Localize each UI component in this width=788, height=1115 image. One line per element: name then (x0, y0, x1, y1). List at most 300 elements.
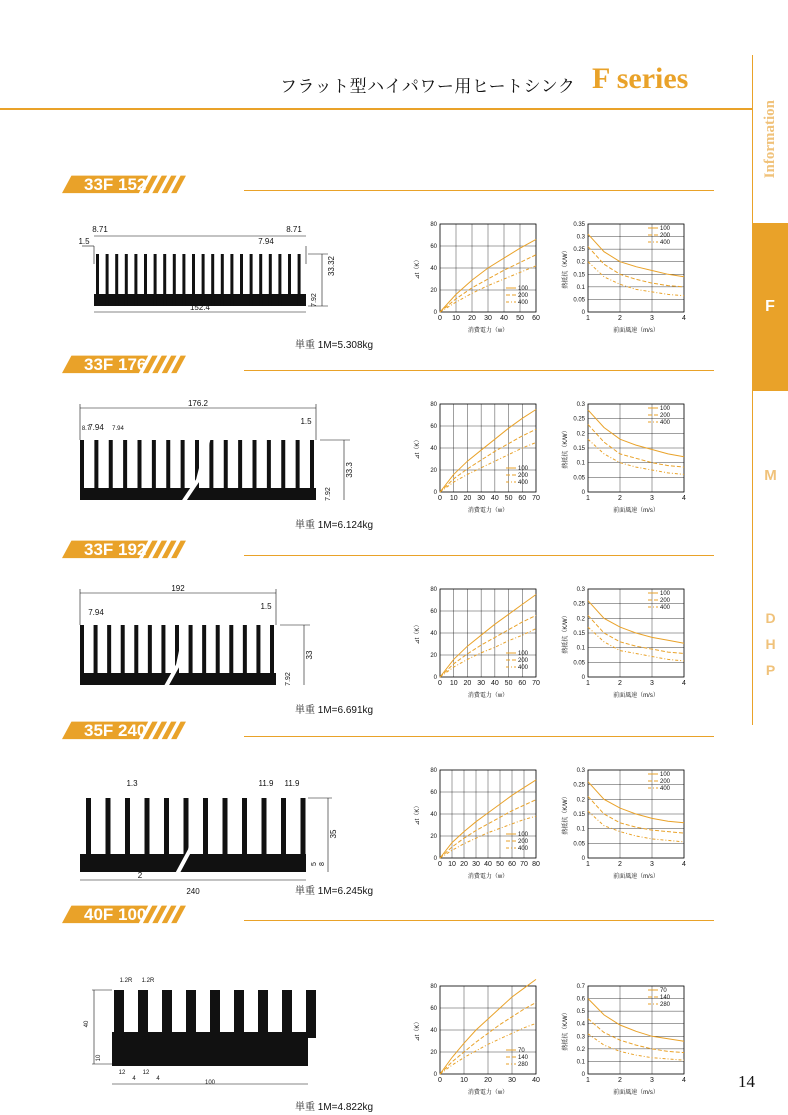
legend-label: 200 (518, 839, 529, 845)
unit-weight: 単重 1M=6.691kg (295, 705, 374, 716)
performance-chart (560, 216, 690, 336)
x-tick-label: 3 (650, 680, 654, 687)
dim-width: 152.4 (189, 303, 211, 312)
y-tick-label: 0 (581, 856, 585, 862)
x-tick-label: 40 (500, 315, 508, 322)
profile-part (269, 254, 272, 306)
series-line-280 (588, 1034, 684, 1060)
dim-pitch: 7.94 (88, 423, 104, 432)
legend-label: 140 (660, 995, 671, 1001)
x-tick-label: 1 (586, 495, 590, 502)
y-tick-label: 20 (430, 288, 437, 294)
y-tick-label: 0.2 (576, 259, 585, 266)
y-tick-label: 0.3 (576, 1034, 585, 1041)
y-tick-label: 0.3 (576, 402, 585, 408)
dim-height: 33.32 (327, 255, 336, 277)
performance-chart (560, 762, 690, 882)
profile-part (270, 625, 274, 675)
x-tick-label: 0 (438, 680, 442, 687)
header-divider (0, 108, 752, 110)
profile-part (152, 440, 156, 490)
dim-fin: 1.5 (260, 602, 272, 611)
product-section (0, 902, 752, 1113)
series-line-200 (588, 425, 684, 468)
dim-fin: 1.3 (126, 779, 138, 788)
y-tick-label: 80 (430, 402, 437, 408)
series-line-400 (588, 439, 684, 474)
y-tick-label: 80 (430, 768, 437, 774)
x-tick-label: 0 (438, 1077, 442, 1084)
page-title-jp: フラット型ハイパワー用ヒートシンク (280, 77, 576, 96)
x-tick-label: 4 (682, 1077, 686, 1084)
dim-pitch-2: 11.9 (284, 779, 300, 788)
x-tick-label: 70 (520, 861, 528, 868)
profile-part (278, 254, 281, 306)
y-tick-label: 0.15 (573, 446, 585, 452)
y-tick-label: 0.05 (573, 841, 585, 848)
profile-part (306, 990, 316, 1038)
x-tick-label: 40 (484, 861, 492, 868)
profile-part (162, 990, 172, 1038)
profile-part (94, 440, 98, 490)
y-tick-label: 0.3 (576, 234, 585, 241)
x-tick-label: 3 (650, 495, 654, 502)
unit-weight: 単重 1M=6.245kg (295, 886, 374, 897)
x-tick-label: 70 (532, 680, 540, 687)
dim-base: 7.92 (311, 293, 318, 307)
heatsink-profile (80, 625, 276, 685)
legend-label: 280 (518, 1062, 529, 1068)
x-axis-label: 消費電力（w） (467, 328, 509, 334)
y-tick-label: 0.7 (576, 984, 585, 990)
y-tick-label: 0 (581, 675, 585, 681)
y-axis-label: ⊿t（K） (415, 802, 421, 826)
tab-m-label: M (764, 466, 777, 484)
y-tick-label: 0.2 (576, 431, 585, 438)
unit-weight: 単重 1M=5.308kg (295, 340, 374, 351)
x-tick-label: 70 (532, 495, 540, 502)
profile-part (138, 440, 142, 490)
x-tick-label: 0 (438, 861, 442, 868)
page-number: 14 (738, 1072, 755, 1091)
profile-part (80, 625, 84, 675)
y-axis-label: 熱抵抗（K/W） (563, 793, 569, 835)
profile-part (106, 254, 109, 306)
profile-part (210, 990, 220, 1038)
dim-width: 240 (186, 887, 200, 896)
y-tick-label: 0.1 (576, 460, 585, 467)
performance-chart (412, 216, 542, 336)
y-tick-label: 0.2 (576, 1046, 585, 1053)
profile-part (164, 798, 169, 856)
performance-chart (412, 762, 542, 882)
dim-r4: 2R (142, 1036, 150, 1042)
y-tick-label: 40 (430, 631, 437, 637)
dim-edge-pitch: 8.7 (81, 426, 91, 432)
performance-chart (412, 396, 542, 516)
x-tick-label: 30 (477, 680, 486, 687)
dim-fin: 1.5 (78, 237, 90, 246)
legend-label: 70 (518, 1048, 525, 1054)
x-tick-label: 10 (449, 495, 458, 502)
y-tick-label: 20 (430, 834, 437, 840)
profile-part (281, 798, 286, 856)
x-tick-label: 4 (682, 680, 686, 687)
dim-gap: 2 (137, 871, 143, 880)
profile-part (114, 990, 124, 1038)
profile-part (106, 798, 111, 856)
legend-label: 100 (660, 226, 671, 232)
x-tick-label: 2 (618, 1077, 622, 1084)
legend-label: 400 (518, 480, 529, 486)
x-tick-label: 80 (532, 861, 540, 868)
y-tick-label: 0 (581, 490, 585, 496)
profile-part (80, 854, 306, 872)
profile-part (138, 990, 148, 1038)
x-axis-label: 前面風速（m/s） (613, 874, 659, 880)
y-axis-label: ⊿t（K） (415, 256, 421, 280)
y-tick-label: 0 (433, 1072, 437, 1078)
profile-part (166, 440, 170, 490)
x-tick-label: 10 (460, 1077, 468, 1084)
profile-part (121, 625, 125, 675)
x-tick-label: 30 (508, 1077, 516, 1084)
x-tick-label: 2 (618, 495, 622, 502)
performance-chart (560, 978, 690, 1098)
profile-part (80, 440, 84, 490)
profile-part (221, 254, 224, 306)
profile-part (181, 440, 185, 490)
legend-label: 200 (660, 233, 671, 239)
dim-r1: 1.2R (119, 978, 133, 984)
dim-edge-pitch: 8.71 (92, 225, 108, 234)
y-tick-label: 0.05 (573, 660, 585, 667)
profile-part (216, 625, 220, 675)
dim-r3: 2R (120, 1036, 128, 1042)
y-tick-label: 0.1 (576, 826, 585, 833)
dim-width: 192 (171, 584, 185, 593)
y-tick-label: 60 (430, 1006, 437, 1012)
tab-f[interactable] (752, 223, 788, 391)
y-tick-label: 0 (581, 1072, 585, 1078)
y-tick-label: 0.25 (573, 247, 585, 254)
x-tick-label: 50 (504, 680, 513, 687)
profile-part (282, 990, 292, 1038)
legend-label: 280 (660, 1002, 671, 1008)
profile-part (144, 254, 147, 306)
dim-p4: 4 (156, 1076, 160, 1082)
profile-part (134, 254, 137, 306)
x-tick-label: 2 (618, 315, 622, 322)
x-tick-label: 50 (496, 861, 504, 868)
x-tick-label: 20 (463, 495, 472, 502)
legend-label: 400 (660, 240, 671, 246)
dim-height: 40 (84, 1020, 90, 1028)
dim-height: 35 (329, 829, 338, 839)
x-tick-label: 20 (460, 861, 468, 868)
section-rule (244, 190, 714, 191)
x-tick-label: 4 (682, 861, 686, 868)
dim-base: 10 (96, 1054, 102, 1062)
section-rule (244, 555, 714, 556)
dim-p3: 12 (142, 1070, 150, 1076)
profile-part (242, 798, 247, 856)
performance-chart (412, 581, 542, 701)
profile-part (258, 990, 268, 1038)
y-axis-label: 熱抵抗（K/W） (563, 427, 569, 469)
x-axis-label: 消費電力（w） (467, 693, 509, 699)
y-tick-label: 20 (430, 653, 437, 659)
x-axis-label: 前面風速（m/s） (613, 328, 659, 334)
legend-label: 200 (518, 658, 529, 664)
y-axis-label: 熱抵抗（K/W） (563, 247, 569, 289)
y-tick-label: 0.15 (573, 631, 585, 637)
profile-part (240, 254, 243, 306)
profile-part (107, 625, 111, 675)
section-rule (244, 370, 714, 371)
x-tick-label: 1 (586, 680, 590, 687)
profile-drawing (72, 934, 362, 1089)
dim-edge-pitch-right: 8.71 (286, 225, 302, 234)
profile-part (203, 798, 208, 856)
heatsink-profile (112, 990, 316, 1066)
legend-label: 100 (518, 286, 529, 292)
legend-label: 140 (518, 1055, 529, 1061)
model-name: 35F 240 (84, 721, 147, 740)
x-tick-label: 40 (532, 1077, 540, 1084)
x-tick-label: 0 (438, 495, 442, 502)
y-tick-label: 0.25 (573, 782, 585, 789)
legend-label: 400 (518, 846, 529, 852)
legend-label: 400 (518, 300, 529, 306)
profile-part (154, 254, 157, 306)
series-line-200 (588, 796, 684, 833)
x-tick-label: 30 (484, 315, 492, 322)
dim-base-b: 8 (319, 862, 326, 866)
legend-label: 100 (660, 591, 671, 597)
profile-part (230, 254, 233, 306)
dim-height: 33.3 (345, 462, 354, 478)
profile-part (86, 798, 91, 856)
heatsink-profile (94, 254, 306, 306)
model-name: 33F 176 (84, 355, 147, 374)
legend-label: 400 (660, 786, 671, 792)
profile-part (243, 625, 247, 675)
profile-part (211, 254, 214, 306)
section-rule (244, 736, 714, 737)
page-title-en: F series (592, 62, 689, 95)
profile-part (123, 440, 127, 490)
legend-label: 100 (660, 406, 671, 412)
y-axis-label: 熱抵抗（K/W） (563, 1009, 569, 1051)
profile-part (134, 625, 138, 675)
profile-part (173, 254, 176, 306)
profile-part (94, 625, 98, 675)
dim-fin: 1.5 (300, 417, 312, 426)
y-tick-label: 0.1 (576, 1059, 585, 1066)
x-tick-label: 2 (618, 861, 622, 868)
dim-base: 7.92 (285, 672, 292, 686)
product-section (0, 537, 752, 717)
x-tick-label: 3 (650, 315, 654, 322)
y-tick-label: 0.35 (573, 222, 585, 228)
x-tick-label: 10 (449, 680, 458, 687)
y-tick-label: 0.05 (573, 475, 585, 482)
legend-label: 100 (660, 772, 671, 778)
y-tick-label: 0.5 (576, 1009, 585, 1016)
y-tick-label: 0 (433, 856, 437, 862)
profile-part (163, 254, 166, 306)
product-section (0, 718, 752, 898)
heatsink-profile (80, 440, 316, 500)
profile-part (256, 625, 260, 675)
profile-part (259, 254, 262, 306)
y-tick-label: 0.15 (573, 272, 585, 279)
profile-part (238, 440, 242, 490)
profile-part (253, 440, 257, 490)
x-tick-label: 60 (518, 495, 527, 502)
profile-part (202, 625, 206, 675)
dim-pitch-2: 7.94 (112, 426, 124, 432)
performance-chart (560, 396, 690, 516)
x-tick-label: 30 (472, 861, 480, 868)
model-name: 33F 152 (84, 175, 147, 194)
profile-part (125, 798, 130, 856)
tab-dhp[interactable] (752, 559, 788, 725)
x-tick-label: 50 (516, 315, 524, 322)
x-tick-label: 2 (618, 680, 622, 687)
x-axis-label: 消費電力（w） (467, 1090, 509, 1096)
dim-pitch: 7.94 (258, 237, 274, 246)
series-line-400 (588, 627, 684, 661)
x-tick-label: 0 (438, 315, 442, 322)
profile-part (115, 254, 118, 306)
x-tick-label: 30 (477, 495, 486, 502)
y-tick-label: 0.15 (573, 812, 585, 818)
product-section (0, 352, 752, 532)
y-tick-label: 0.25 (573, 601, 585, 608)
y-tick-label: 0.1 (576, 645, 585, 652)
x-tick-label: 3 (650, 861, 654, 868)
y-tick-label: 0.3 (576, 587, 585, 593)
x-tick-label: 20 (484, 1077, 492, 1084)
legend-label: 100 (518, 651, 529, 657)
profile-part (161, 625, 165, 675)
y-tick-label: 20 (430, 468, 437, 474)
x-tick-label: 50 (504, 495, 513, 502)
series-line-400 (588, 811, 684, 842)
y-axis-label: 熱抵抗（K/W） (563, 612, 569, 654)
profile-part (109, 440, 113, 490)
profile-part (310, 440, 314, 490)
x-tick-label: 10 (448, 861, 456, 868)
x-tick-label: 60 (518, 680, 527, 687)
profile-part (189, 625, 193, 675)
profile-part (281, 440, 285, 490)
y-tick-label: 0 (433, 490, 437, 496)
y-tick-label: 0.4 (576, 1021, 585, 1028)
tab-dhp-label: D H P (762, 609, 779, 675)
legend-label: 70 (660, 988, 667, 994)
unit-weight: 単重 1M=4.822kg (295, 1102, 374, 1113)
legend-label: 100 (518, 466, 529, 472)
legend-label: 200 (660, 413, 671, 419)
legend-label: 400 (660, 605, 671, 611)
x-tick-label: 40 (490, 680, 499, 687)
profile-part (182, 254, 185, 306)
x-tick-label: 4 (682, 315, 686, 322)
y-tick-label: 0 (581, 310, 585, 316)
x-tick-label: 60 (508, 861, 516, 868)
y-tick-label: 20 (430, 1050, 437, 1056)
dim-r2: 1.2R (141, 978, 155, 984)
profile-part (229, 625, 233, 675)
profile-part (202, 254, 205, 306)
y-tick-label: 60 (430, 790, 437, 796)
y-tick-label: 80 (430, 222, 437, 228)
performance-chart (412, 978, 542, 1098)
profile-part (224, 440, 228, 490)
y-tick-label: 0.3 (576, 768, 585, 774)
x-tick-label: 10 (452, 315, 460, 322)
profile-part (234, 990, 244, 1038)
x-tick-label: 4 (682, 495, 686, 502)
profile-part (192, 254, 195, 306)
tab-information[interactable] (752, 55, 788, 223)
x-tick-label: 1 (586, 861, 590, 868)
side-index (752, 55, 788, 725)
profile-part (125, 254, 128, 306)
tab-information-label: Information (762, 99, 778, 179)
dim-height: 33 (305, 650, 314, 660)
dim-pitch: 11.9 (258, 779, 274, 788)
x-axis-label: 前面風速（m/s） (613, 693, 659, 699)
section-rule (244, 920, 714, 921)
y-tick-label: 60 (430, 609, 437, 615)
profile-part (301, 798, 306, 856)
y-tick-label: 0.05 (573, 297, 585, 304)
tab-f-label: F (765, 298, 775, 315)
y-tick-label: 40 (430, 1028, 437, 1034)
x-tick-label: 40 (490, 495, 499, 502)
legend-label: 400 (518, 665, 529, 671)
y-tick-label: 0 (433, 310, 437, 316)
x-tick-label: 1 (586, 315, 590, 322)
x-tick-label: 20 (468, 315, 476, 322)
tab-m[interactable] (752, 391, 788, 559)
x-axis-label: 消費電力（w） (467, 508, 509, 514)
model-name: 40F 100 (84, 905, 147, 924)
legend-label: 200 (518, 473, 529, 479)
profile-part (223, 798, 228, 856)
profile-part (262, 798, 267, 856)
dim-pitch: 7.94 (88, 608, 104, 617)
x-tick-label: 1 (586, 1077, 590, 1084)
y-axis-label: ⊿t（K） (415, 1018, 421, 1042)
unit-weight: 単重 1M=6.124kg (295, 520, 374, 531)
profile-part (296, 440, 300, 490)
y-tick-label: 60 (430, 244, 437, 250)
profile-part (184, 798, 189, 856)
y-tick-label: 40 (430, 266, 437, 272)
model-name: 33F 192 (84, 540, 147, 559)
profile-part (288, 254, 291, 306)
dim-base: 7.92 (325, 487, 332, 501)
profile-part (186, 990, 196, 1038)
legend-label: 400 (660, 420, 671, 426)
y-tick-label: 40 (430, 446, 437, 452)
x-tick-label: 60 (532, 315, 540, 322)
